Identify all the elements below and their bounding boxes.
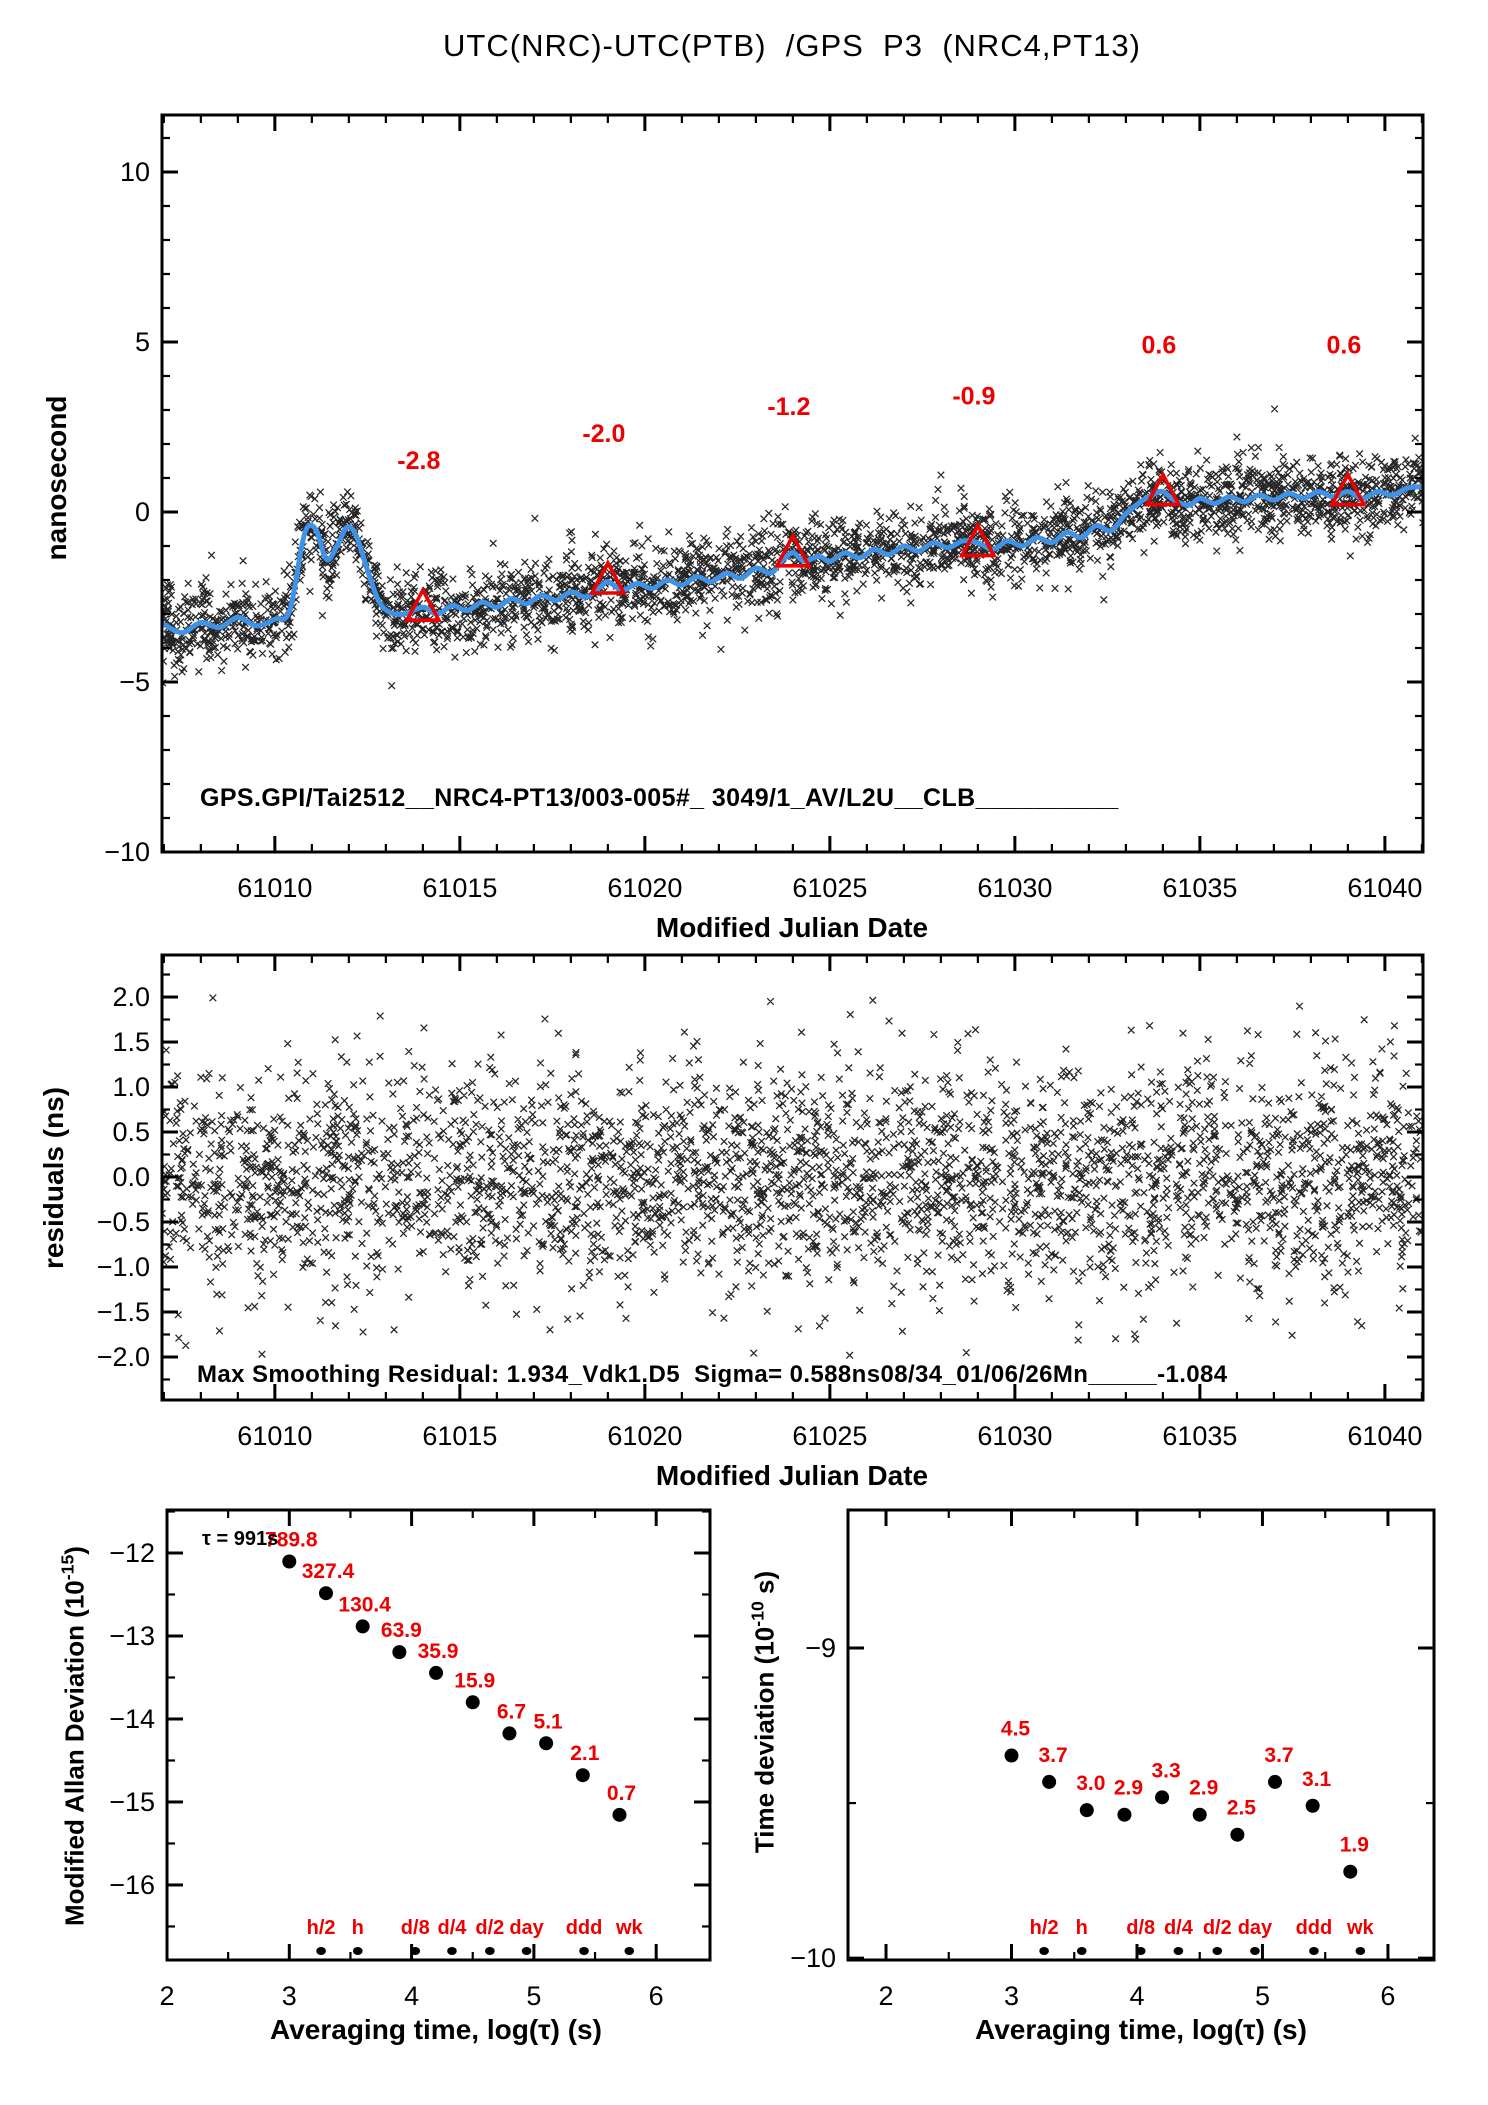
mdev-value-label: 15.9 — [454, 1669, 496, 1693]
time-marker-dot — [447, 1947, 457, 1955]
time-marker-label: h/2 — [306, 1917, 336, 1939]
time-marker-dot — [316, 1947, 326, 1955]
mdev-value-label: 5.1 — [533, 1710, 563, 1734]
time-marker-dot — [1174, 1947, 1184, 1955]
residuals-panel-x-tick-label: 61010 — [237, 1421, 313, 1451]
dataset-annotation: GPS.GPI/Tai2512__NRC4-PT13/003-005#_ 3049/1_AV/L2U__CLB__________ — [200, 784, 1119, 812]
tdev-point — [1080, 1803, 1094, 1817]
mdev-value-label: 6.7 — [496, 1700, 527, 1724]
tdev-y-label-exponent: -10 — [747, 1601, 768, 1627]
top-panel-x-tick-label: 61025 — [792, 873, 868, 903]
time-marker-label: h/2 — [1029, 1917, 1059, 1939]
time-marker-label: d/2 — [1202, 1917, 1232, 1939]
tdev-value-label: 3.3 — [1151, 1759, 1181, 1783]
time-marker-label: wk — [1346, 1917, 1374, 1939]
top-panel-x-tick-label: 61015 — [422, 873, 498, 903]
mdev-point — [356, 1619, 370, 1633]
residuals-panel-y-tick-label: 1.5 — [112, 1027, 150, 1058]
top-panel-y-tick-label: 5 — [134, 326, 150, 357]
time-marker-label: d/4 — [437, 1917, 467, 1939]
time-marker-label: ddd — [1295, 1917, 1333, 1939]
tdev-value-label: 3.1 — [1302, 1767, 1332, 1791]
mdev-point — [319, 1586, 333, 1600]
tdev-panel-x-tick-label: 3 — [1003, 1981, 1020, 2011]
tdev-value-label: 3.7 — [1264, 1743, 1294, 1767]
tdev-panel-axes — [790, 1510, 1434, 2011]
residuals-panel-y-tick-label: −0.5 — [96, 1207, 150, 1237]
residuals-panel-x-tick-label: 61030 — [977, 1421, 1053, 1451]
tdev-point — [1155, 1790, 1169, 1804]
mdev-point — [392, 1645, 406, 1659]
residuals-panel-y-tick-label: 1.0 — [112, 1072, 150, 1103]
tdev-value-label: 3.0 — [1076, 1772, 1106, 1796]
page-title: UTC(NRC)-UTC(PTB) /GPS P3 (NRC4,PT13) — [443, 28, 1141, 63]
mdev-panel-x-tick-label: 5 — [526, 1981, 542, 2011]
time-marker-label: d/8 — [400, 1917, 430, 1939]
mdev-y-label-exponent: -15 — [57, 1554, 78, 1581]
time-marker-dot — [353, 1947, 363, 1955]
tdev-value-label: 1.9 — [1339, 1833, 1369, 1857]
tdev-panel-frame — [848, 1510, 1434, 1960]
mdev-point — [576, 1768, 590, 1782]
top-panel-y-tick-label: 10 — [119, 156, 150, 187]
mdev-point — [539, 1736, 553, 1750]
tdev-x-axis-label: Averaging time, log(τ) (s) — [975, 2014, 1307, 2045]
mdev-panel-x-tick-label: 3 — [281, 1981, 297, 2011]
residuals-y-axis-label: residuals (ns) — [38, 1086, 69, 1270]
mdev-panel-y-tick-label: −14 — [109, 1703, 155, 1734]
calibration-value-label: -2.0 — [582, 419, 626, 448]
tdev-panel-x-tick-label: 2 — [878, 1981, 894, 2011]
scatter-x-marks — [159, 995, 1425, 1359]
top-panel-x-tick-label: 61030 — [977, 873, 1053, 903]
residuals-panel-x-tick-label: 61035 — [1162, 1421, 1238, 1451]
residuals-panel-y-tick-label: 0.0 — [112, 1162, 150, 1193]
mdev-value-label: 130.4 — [338, 1593, 391, 1617]
top-panel-x-tick-label: 61040 — [1347, 873, 1423, 903]
tdev-time-markers — [1030, 1917, 1375, 1955]
residuals-panel-y-tick-label: −1.0 — [96, 1251, 150, 1282]
mdev-value-label: 327.4 — [301, 1560, 355, 1584]
mdev-value-label: 35.9 — [417, 1639, 459, 1663]
tdev-y-label-text: Time deviation (10 — [749, 1626, 780, 1854]
tdev-point — [1042, 1775, 1056, 1789]
mdev-point — [282, 1554, 296, 1568]
time-marker-dot — [1077, 1947, 1087, 1955]
mdev-panel-y-tick-label: −15 — [109, 1786, 155, 1817]
tdev-value-label: 4.5 — [1000, 1717, 1031, 1741]
mdev-value-label: 789.8 — [265, 1528, 318, 1552]
scatter-x-marks — [159, 406, 1426, 689]
time-marker-label: wk — [615, 1917, 643, 1939]
mdev-point — [429, 1666, 443, 1680]
top-panel-scatter — [159, 406, 1426, 689]
time-marker-dot — [1212, 1947, 1222, 1955]
tdev-y-axis-label — [748, 1571, 781, 1853]
mdev-point — [613, 1808, 627, 1822]
mdev-value-label: 2.1 — [570, 1742, 600, 1766]
mdev-point — [466, 1695, 480, 1709]
residuals-panel-y-tick-label: −1.5 — [96, 1296, 150, 1327]
residuals-panel-x-tick-label: 61025 — [792, 1421, 868, 1451]
top-x-axis-label: Modified Julian Date — [655, 912, 929, 943]
mdev-panel-x-tick-label: 4 — [404, 1981, 420, 2011]
time-marker-label: d/4 — [1163, 1917, 1193, 1939]
mdev-point — [502, 1726, 516, 1740]
calibration-value-label: 0.6 — [1141, 331, 1177, 360]
tdev-point — [1306, 1799, 1320, 1813]
time-marker-label: day — [509, 1917, 544, 1939]
tdev-point — [1268, 1775, 1282, 1789]
top-panel-x-tick-label: 61035 — [1162, 873, 1238, 903]
mdev-panel-x-tick-label: 6 — [648, 1981, 664, 2011]
tdev-point — [1117, 1808, 1131, 1822]
residuals-panel-x-tick-label: 61020 — [607, 1421, 683, 1451]
time-marker-dot — [522, 1947, 532, 1955]
mdev-value-label: 63.9 — [380, 1619, 422, 1643]
tdev-point — [1343, 1865, 1357, 1879]
tdev-y-label-close: s) — [749, 1570, 780, 1602]
residuals-annotation: Max Smoothing Residual: 1.934_Vdk1.D5 Sigma= 0.588ns08/34_01/06/26Mn_____-1.084 — [197, 1361, 1228, 1388]
tdev-panel-y-tick-label: −9 — [805, 1633, 836, 1664]
residuals-panel-y-tick-label: 2.0 — [112, 982, 150, 1013]
residuals-panel-x-tick-label: 61015 — [422, 1421, 498, 1451]
mdev-value-label: 0.7 — [606, 1781, 637, 1805]
time-marker-label: day — [1237, 1917, 1273, 1939]
residuals-panel-x-tick-label: 61040 — [1347, 1421, 1423, 1451]
tdev-panel-x-tick-label: 4 — [1129, 1981, 1145, 2011]
mdev-y-label-close: ) — [59, 1546, 90, 1555]
time-marker-dot — [1356, 1947, 1366, 1955]
calibration-value-label: 0.6 — [1326, 331, 1362, 360]
mdev-series — [265, 1528, 636, 1821]
time-marker-label: h — [351, 1917, 364, 1939]
mdev-y-label-text: Modified Allan Deviation (10 — [59, 1580, 90, 1926]
calibration-value-label: -2.8 — [397, 447, 441, 476]
tdev-point — [1193, 1808, 1207, 1822]
mdev-x-axis-label: Averaging time, log(τ) (s) — [270, 2014, 602, 2045]
time-marker-dot — [1309, 1947, 1319, 1955]
residuals-panel-y-tick-label: 0.5 — [112, 1117, 150, 1148]
mdev-time-markers — [307, 1917, 644, 1955]
tdev-series — [1001, 1718, 1369, 1879]
mdev-panel-x-tick-label: 2 — [159, 1981, 175, 2011]
tdev-point — [1230, 1828, 1244, 1842]
top-panel-x-tick-label: 61010 — [237, 873, 313, 903]
calibration-value-label: -1.2 — [767, 392, 811, 421]
time-marker-dot — [1250, 1947, 1260, 1955]
residuals-x-axis-label: Modified Julian Date — [655, 1460, 929, 1491]
top-y-axis-label: nanosecond — [41, 395, 72, 561]
mdev-y-axis-label — [58, 1546, 91, 1926]
tau-annotation: τ = 991s — [202, 1528, 279, 1550]
time-marker-dot — [485, 1947, 495, 1955]
tdev-panel-y-tick-label: −10 — [790, 1943, 836, 1974]
tdev-panel-x-tick-label: 6 — [1380, 1981, 1396, 2011]
time-marker-label: h — [1075, 1917, 1088, 1939]
tdev-value-label: 3.7 — [1038, 1743, 1068, 1767]
time-marker-dot — [579, 1947, 589, 1955]
top-panel-y-tick-label: −10 — [104, 837, 150, 867]
calibration-value-label: -0.9 — [952, 382, 996, 411]
time-marker-dot — [1039, 1947, 1049, 1955]
mdev-panel-y-tick-label: −13 — [109, 1620, 155, 1651]
mdev-panel-y-tick-label: −16 — [109, 1869, 155, 1900]
tdev-value-label: 2.9 — [1189, 1776, 1219, 1800]
top-panel-y-tick-label: 0 — [134, 496, 150, 527]
residuals-scatter — [159, 995, 1425, 1359]
mdev-panel-frame — [167, 1510, 710, 1960]
time-marker-dot — [624, 1947, 634, 1955]
residuals-panel-y-tick-label: −2.0 — [96, 1341, 150, 1372]
tdev-value-label: 2.5 — [1226, 1796, 1256, 1820]
top-panel-y-tick-label: −5 — [119, 666, 150, 697]
time-marker-label: d/2 — [475, 1917, 505, 1939]
mdev-panel-y-tick-label: −12 — [109, 1537, 155, 1568]
top-panel-x-tick-label: 61020 — [607, 873, 683, 903]
time-marker-label: d/8 — [1126, 1917, 1156, 1939]
tdev-panel-x-tick-label: 5 — [1254, 1981, 1270, 2011]
time-marker-label: ddd — [565, 1917, 603, 1939]
tdev-point — [1005, 1749, 1019, 1763]
tdev-value-label: 2.9 — [1113, 1776, 1144, 1800]
